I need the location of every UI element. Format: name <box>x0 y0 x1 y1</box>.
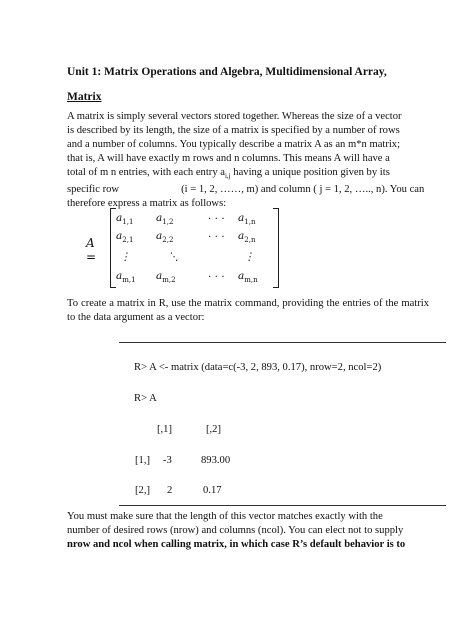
matrix-entry: $a_{2,n}$ <box>238 229 256 245</box>
text-line: and a number of columns. You typically describe a matrix A as an m*n matrix; <box>67 139 401 150</box>
code-line: R> A <box>134 393 157 404</box>
right-bracket <box>273 208 279 288</box>
text-line <box>67 166 429 183</box>
matrix-entry: $a_{1,n}$ <box>238 211 256 227</box>
text-line: nrow and ncol when calling matrix, in which case R’s default behavior is to <box>67 539 406 550</box>
matrix-entry: $a_{m,1}$ <box>116 269 136 285</box>
text-line <box>67 183 429 197</box>
section-title: Unit 1: Matrix Operations and Algebra, Multidimensional Array, <box>67 66 387 78</box>
code-bottom-rule <box>119 505 446 506</box>
text-segment: specific row <box>67 184 120 196</box>
text-segment: total of m n entries, with each entry a <box>67 167 225 178</box>
output-col-header: [,2] <box>206 424 222 435</box>
matrix-grid <box>116 210 276 286</box>
matrix-entry: $a_{1,1}$ <box>116 211 134 227</box>
matrix-vdots: ⋮ <box>244 251 255 263</box>
output-row-label: [2,] <box>135 485 151 496</box>
intro-paragraph <box>67 110 429 211</box>
text-line: number of desired rows (nrow) and columns (ncol). You can elect not to supply <box>67 525 404 536</box>
text-line: therefore express a matrix as follows: <box>67 198 227 210</box>
matrix-ddots: ⋱ <box>168 251 179 263</box>
closing-paragraph <box>67 510 429 552</box>
text-segment: having a unique position given by its <box>230 167 390 178</box>
output-row-label: [1,] <box>135 455 151 466</box>
code-line: R> A <- matrix (data=c(-3, 2, 893, 0.17), nrow=2, ncol=2) <box>134 362 382 373</box>
matrix-entry: $a_{m,2}$ <box>156 269 176 285</box>
section-heading: Matrix <box>67 91 102 103</box>
matrix-entry: $a_{2,1}$ <box>116 229 134 245</box>
text-segment: (i = 1, 2, ……, m) and column ( j = 1, 2, ….., n). You can <box>181 184 425 196</box>
output-cell: -3 <box>163 455 172 466</box>
matrix-command-paragraph <box>67 297 429 325</box>
matrix-ellipsis: · · · <box>208 271 225 283</box>
matrix-entry: $a_{1,2}$ <box>156 211 174 227</box>
output-col-header: [,1] <box>157 424 173 435</box>
output-cell: 2 <box>167 485 173 496</box>
matrix-vdots: ⋮ <box>120 251 131 263</box>
paragraph-text: To create a matrix in R, use the matrix command, providing the entries of the matrix to the data argument as a vector: <box>67 298 429 323</box>
text-line: is described by its length, the size of a matrix is specified by a number of rows <box>67 125 400 136</box>
matrix-ellipsis: · · · <box>208 213 225 225</box>
text-line: You must make sure that the length of this vector matches exactly with the <box>67 511 383 522</box>
output-cell: 0.17 <box>203 485 222 496</box>
matrix-entry: $a_{2,2}$ <box>156 229 174 245</box>
matrix-label: A = <box>86 236 97 264</box>
output-cell: 893.00 <box>201 455 231 466</box>
text-line: A matrix is simply several vectors stored together. Whereas the size of a vector <box>67 111 402 122</box>
matrix-ellipsis: · · · <box>208 231 225 243</box>
text-line: that is, A will have exactly m rows and n columns. This means A will have a <box>67 153 390 164</box>
code-top-rule <box>119 342 446 343</box>
subscript: i,j <box>224 172 231 181</box>
matrix-entry: $a_{m,n}$ <box>238 269 258 285</box>
